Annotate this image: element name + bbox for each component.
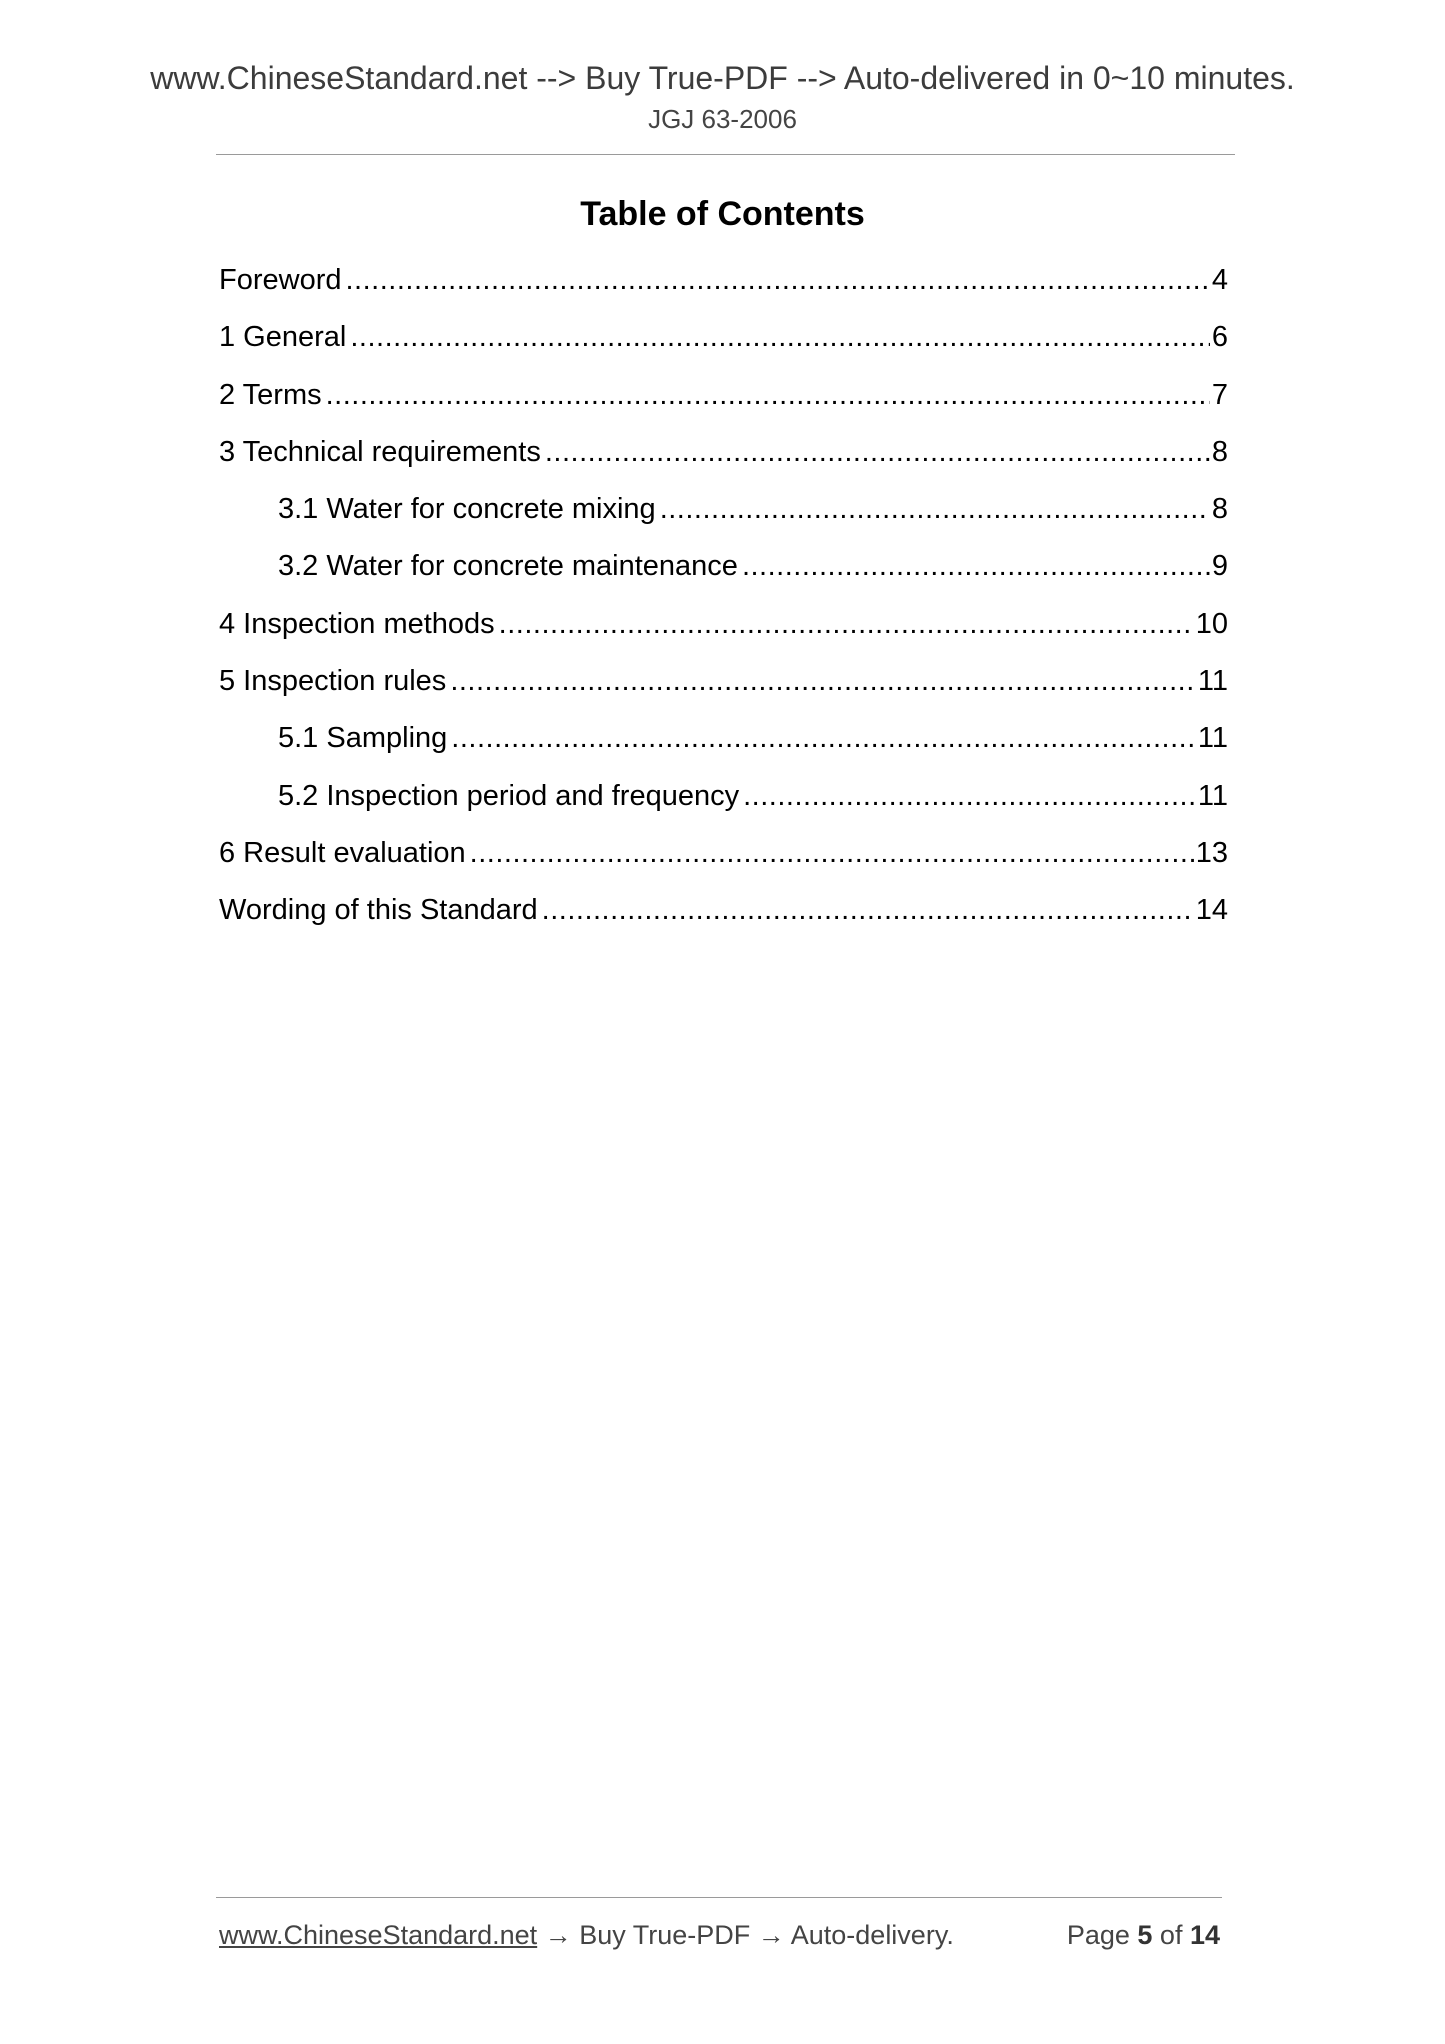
toc-entry-foreword[interactable] bbox=[219, 262, 1228, 319]
dot-leader bbox=[346, 262, 1210, 298]
toc-entry-general[interactable] bbox=[219, 319, 1228, 376]
dot-leader bbox=[743, 778, 1196, 814]
toc-entry-label: 5 Inspection rules bbox=[219, 665, 447, 698]
toc-entry-page: 7 bbox=[1211, 378, 1228, 411]
footer-promo bbox=[219, 1918, 954, 1952]
toc-entry-label: 6 Result evaluation bbox=[219, 836, 466, 869]
dot-leader bbox=[450, 663, 1196, 699]
page-prefix: Page bbox=[1066, 1920, 1138, 1950]
toc-entry-label: 3.1 Water for concrete mixing bbox=[278, 493, 656, 526]
toc-entry-page: 11 bbox=[1197, 722, 1228, 755]
header-divider bbox=[216, 154, 1235, 155]
toc-entry-page: 14 bbox=[1195, 894, 1228, 927]
toc-entry-page: 11 bbox=[1197, 665, 1228, 698]
dot-leader bbox=[545, 434, 1210, 470]
dot-leader bbox=[451, 720, 1196, 756]
dot-leader bbox=[499, 606, 1194, 642]
toc-entry-page: 6 bbox=[1211, 321, 1228, 354]
toc-entry-label: 2 Terms bbox=[219, 378, 322, 411]
toc-entry-page: 11 bbox=[1197, 779, 1228, 812]
toc-entry-wording-of-this-standard[interactable] bbox=[219, 892, 1228, 949]
dot-leader bbox=[660, 491, 1210, 527]
toc-entry-label: 4 Inspection methods bbox=[219, 607, 495, 640]
table-of-contents bbox=[219, 262, 1228, 950]
toc-entry-page: 8 bbox=[1211, 435, 1228, 468]
toc-entry-terms[interactable] bbox=[219, 377, 1228, 434]
page-of: of bbox=[1152, 1920, 1190, 1950]
toc-entry-label: Foreword bbox=[219, 264, 342, 296]
toc-entry-inspection-period-and-frequency[interactable] bbox=[219, 778, 1228, 835]
dot-leader bbox=[326, 377, 1210, 413]
dot-leader bbox=[742, 548, 1210, 584]
dot-leader bbox=[350, 319, 1210, 355]
toc-entry-page: 13 bbox=[1195, 836, 1228, 869]
toc-entry-water-for-concrete-mixing[interactable] bbox=[219, 491, 1228, 548]
toc-title: Table of Contents bbox=[580, 195, 865, 233]
site-link[interactable]: www.ChineseStandard.net bbox=[219, 1920, 538, 1950]
total-pages-number: 14 bbox=[1189, 1920, 1220, 1950]
page-indicator bbox=[1067, 1918, 1220, 1952]
toc-entry-label: 3.2 Water for concrete maintenance bbox=[278, 550, 738, 583]
toc-entry-result-evaluation[interactable] bbox=[219, 835, 1228, 892]
toc-entry-technical-requirements[interactable] bbox=[219, 434, 1228, 491]
dot-leader bbox=[470, 835, 1194, 871]
standard-code: JGJ 63-2006 bbox=[648, 104, 797, 134]
dot-leader bbox=[542, 892, 1194, 928]
toc-entry-page: 4 bbox=[1211, 264, 1228, 296]
toc-entry-label: 5.1 Sampling bbox=[278, 722, 448, 755]
toc-entry-inspection-methods[interactable] bbox=[219, 606, 1228, 663]
footer-divider bbox=[216, 1897, 1222, 1898]
toc-entry-water-for-concrete-maintenance[interactable] bbox=[219, 548, 1228, 605]
toc-entry-sampling[interactable] bbox=[219, 720, 1228, 777]
toc-entry-label: Wording of this Standard bbox=[219, 894, 538, 927]
toc-entry-label: 5.2 Inspection period and frequency bbox=[278, 779, 740, 812]
footer-tagline: → Buy True-PDF → Auto-delivery. bbox=[537, 1920, 954, 1950]
toc-entry-page: 10 bbox=[1195, 607, 1228, 640]
toc-entry-label: 3 Technical requirements bbox=[219, 435, 541, 468]
toc-entry-page: 8 bbox=[1211, 493, 1228, 526]
header-banner: www.ChineseStandard.net --> Buy True-PDF --> Auto-delivered in 0~10 minutes. bbox=[150, 60, 1295, 96]
toc-entry-label: 1 General bbox=[219, 321, 347, 354]
current-page-number: 5 bbox=[1137, 1920, 1153, 1950]
toc-entry-page: 9 bbox=[1211, 550, 1228, 583]
toc-entry-inspection-rules[interactable] bbox=[219, 663, 1228, 720]
